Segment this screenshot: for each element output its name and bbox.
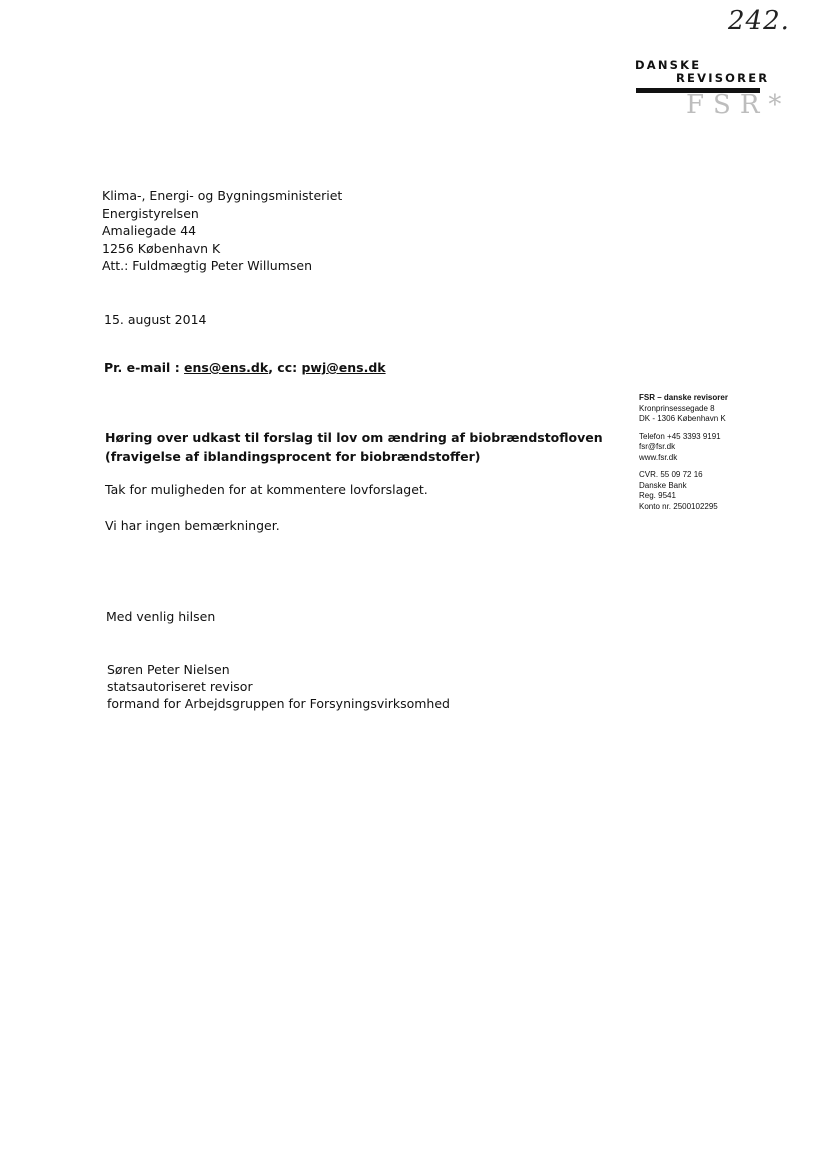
recipient-line: Att.: Fuldmægtig Peter Willumsen — [102, 258, 313, 273]
recipient-line: 1256 København K — [102, 240, 221, 256]
logo-line-1: DANSKE — [635, 58, 702, 72]
sender-reg: Reg. 9541 — [639, 491, 676, 500]
recipient-address — [102, 187, 342, 275]
recipient-line: Energistyrelsen — [102, 205, 199, 221]
logo-line-2: REVISORER — [676, 71, 770, 85]
email-link-ens[interactable]: ens@ens.dk — [184, 360, 269, 375]
sender-phone: Telefon +45 3393 9191 — [639, 431, 721, 441]
recipient-line: Amaliegade 44 — [102, 223, 197, 238]
email-prefix: Pr. e-mail : — [104, 360, 185, 375]
logo-fsr-mark: FSR* — [686, 90, 791, 120]
handwritten-page-number: 242. — [728, 6, 790, 36]
sender-name: FSR – danske revisorer — [639, 393, 728, 402]
sender-bank: Danske Bank — [639, 480, 687, 490]
signature-title: statsautoriseret revisor — [107, 679, 253, 694]
body-paragraph-2: Vi har ingen bemærkninger. — [105, 518, 280, 533]
subject-line-1: Høring over udkast til forslag til lov om ændring af biobrændstofloven — [105, 430, 603, 445]
sender-city: DK - 1306 København K — [639, 414, 726, 423]
email-line — [104, 360, 386, 375]
signature-block — [107, 661, 450, 712]
closing-greeting: Med venlig hilsen — [106, 609, 216, 624]
sender-street: Kronprinsessegade 8 — [639, 403, 715, 413]
email-separator: , cc: — [268, 360, 302, 375]
sender-info-column — [639, 393, 728, 512]
sender-cvr: CVR. 55 09 72 16 — [639, 470, 703, 479]
body-paragraph-1: Tak for muligheden for at kommentere lovforslaget. — [105, 482, 428, 497]
email-link-pwj[interactable]: pwj@ens.dk — [301, 360, 386, 375]
recipient-line: Klima-, Energi- og Bygningsministeriet — [102, 188, 343, 203]
subject-line-2: (fravigelse af iblandingsprocent for biobrændstoffer) — [105, 449, 481, 464]
signature-role: formand for Arbejdsgruppen for Forsyningsvirksomhed — [107, 696, 450, 711]
sender-email: fsr@fsr.dk — [639, 442, 676, 451]
sender-web: www.fsr.dk — [639, 452, 678, 462]
letter-subject — [105, 428, 603, 466]
letter-date: 15. august 2014 — [104, 312, 207, 327]
signature-name: Søren Peter Nielsen — [107, 662, 230, 677]
sender-account: Konto nr. 2500102295 — [639, 501, 718, 511]
